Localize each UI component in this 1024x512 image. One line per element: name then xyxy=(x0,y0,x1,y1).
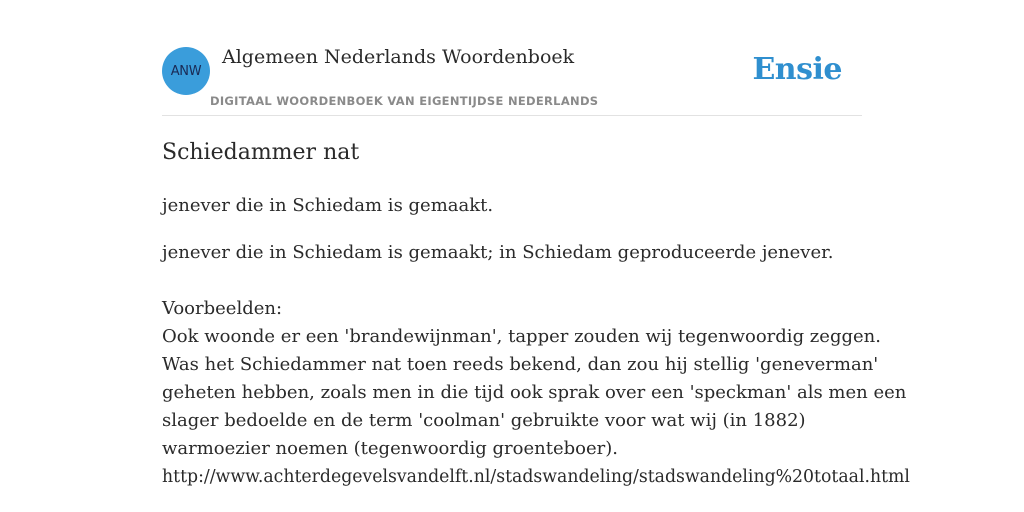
anw-logo[interactable] xyxy=(162,47,210,95)
site-subtitle: DIGITAAL WOORDENBOEK VAN EIGENTIJDSE NEDERLANDS xyxy=(210,94,599,108)
ensie-brand-link[interactable]: Ensie xyxy=(752,52,842,87)
example-line: warmoezier noemen (tegenwoordig groenteboer). xyxy=(162,438,618,459)
definition: jenever die in Schiedam is gemaakt; in Schiedam geproduceerde jenever. xyxy=(162,242,834,263)
example-source-url: http://www.achterdegevelsvandelft.nl/stadswandeling/stadswandeling%20totaal.html xyxy=(162,467,910,487)
example-line: slager bedoelde en de term 'coolman' gebruikte voor wat wij (in 1882) xyxy=(162,410,806,431)
header-divider xyxy=(162,115,862,116)
short-definition: jenever die in Schiedam is gemaakt. xyxy=(162,195,494,216)
site-title[interactable]: Algemeen Nederlands Woordenboek xyxy=(222,46,575,68)
examples-label: Voorbeelden: xyxy=(162,298,283,319)
example-line: Was het Schiedammer nat toen reeds bekend, dan zou hij stellig 'geneverman' xyxy=(162,354,879,375)
logo-text: ANW xyxy=(170,63,202,79)
entry-headword: Schiedammer nat xyxy=(162,140,360,165)
example-line: geheten hebben, zoals men in die tijd ook sprak over een 'speckman' als men een xyxy=(162,382,907,403)
example-line: Ook woonde er een 'brandewijnman', tapper zouden wij tegenwoordig zeggen. xyxy=(162,326,881,347)
